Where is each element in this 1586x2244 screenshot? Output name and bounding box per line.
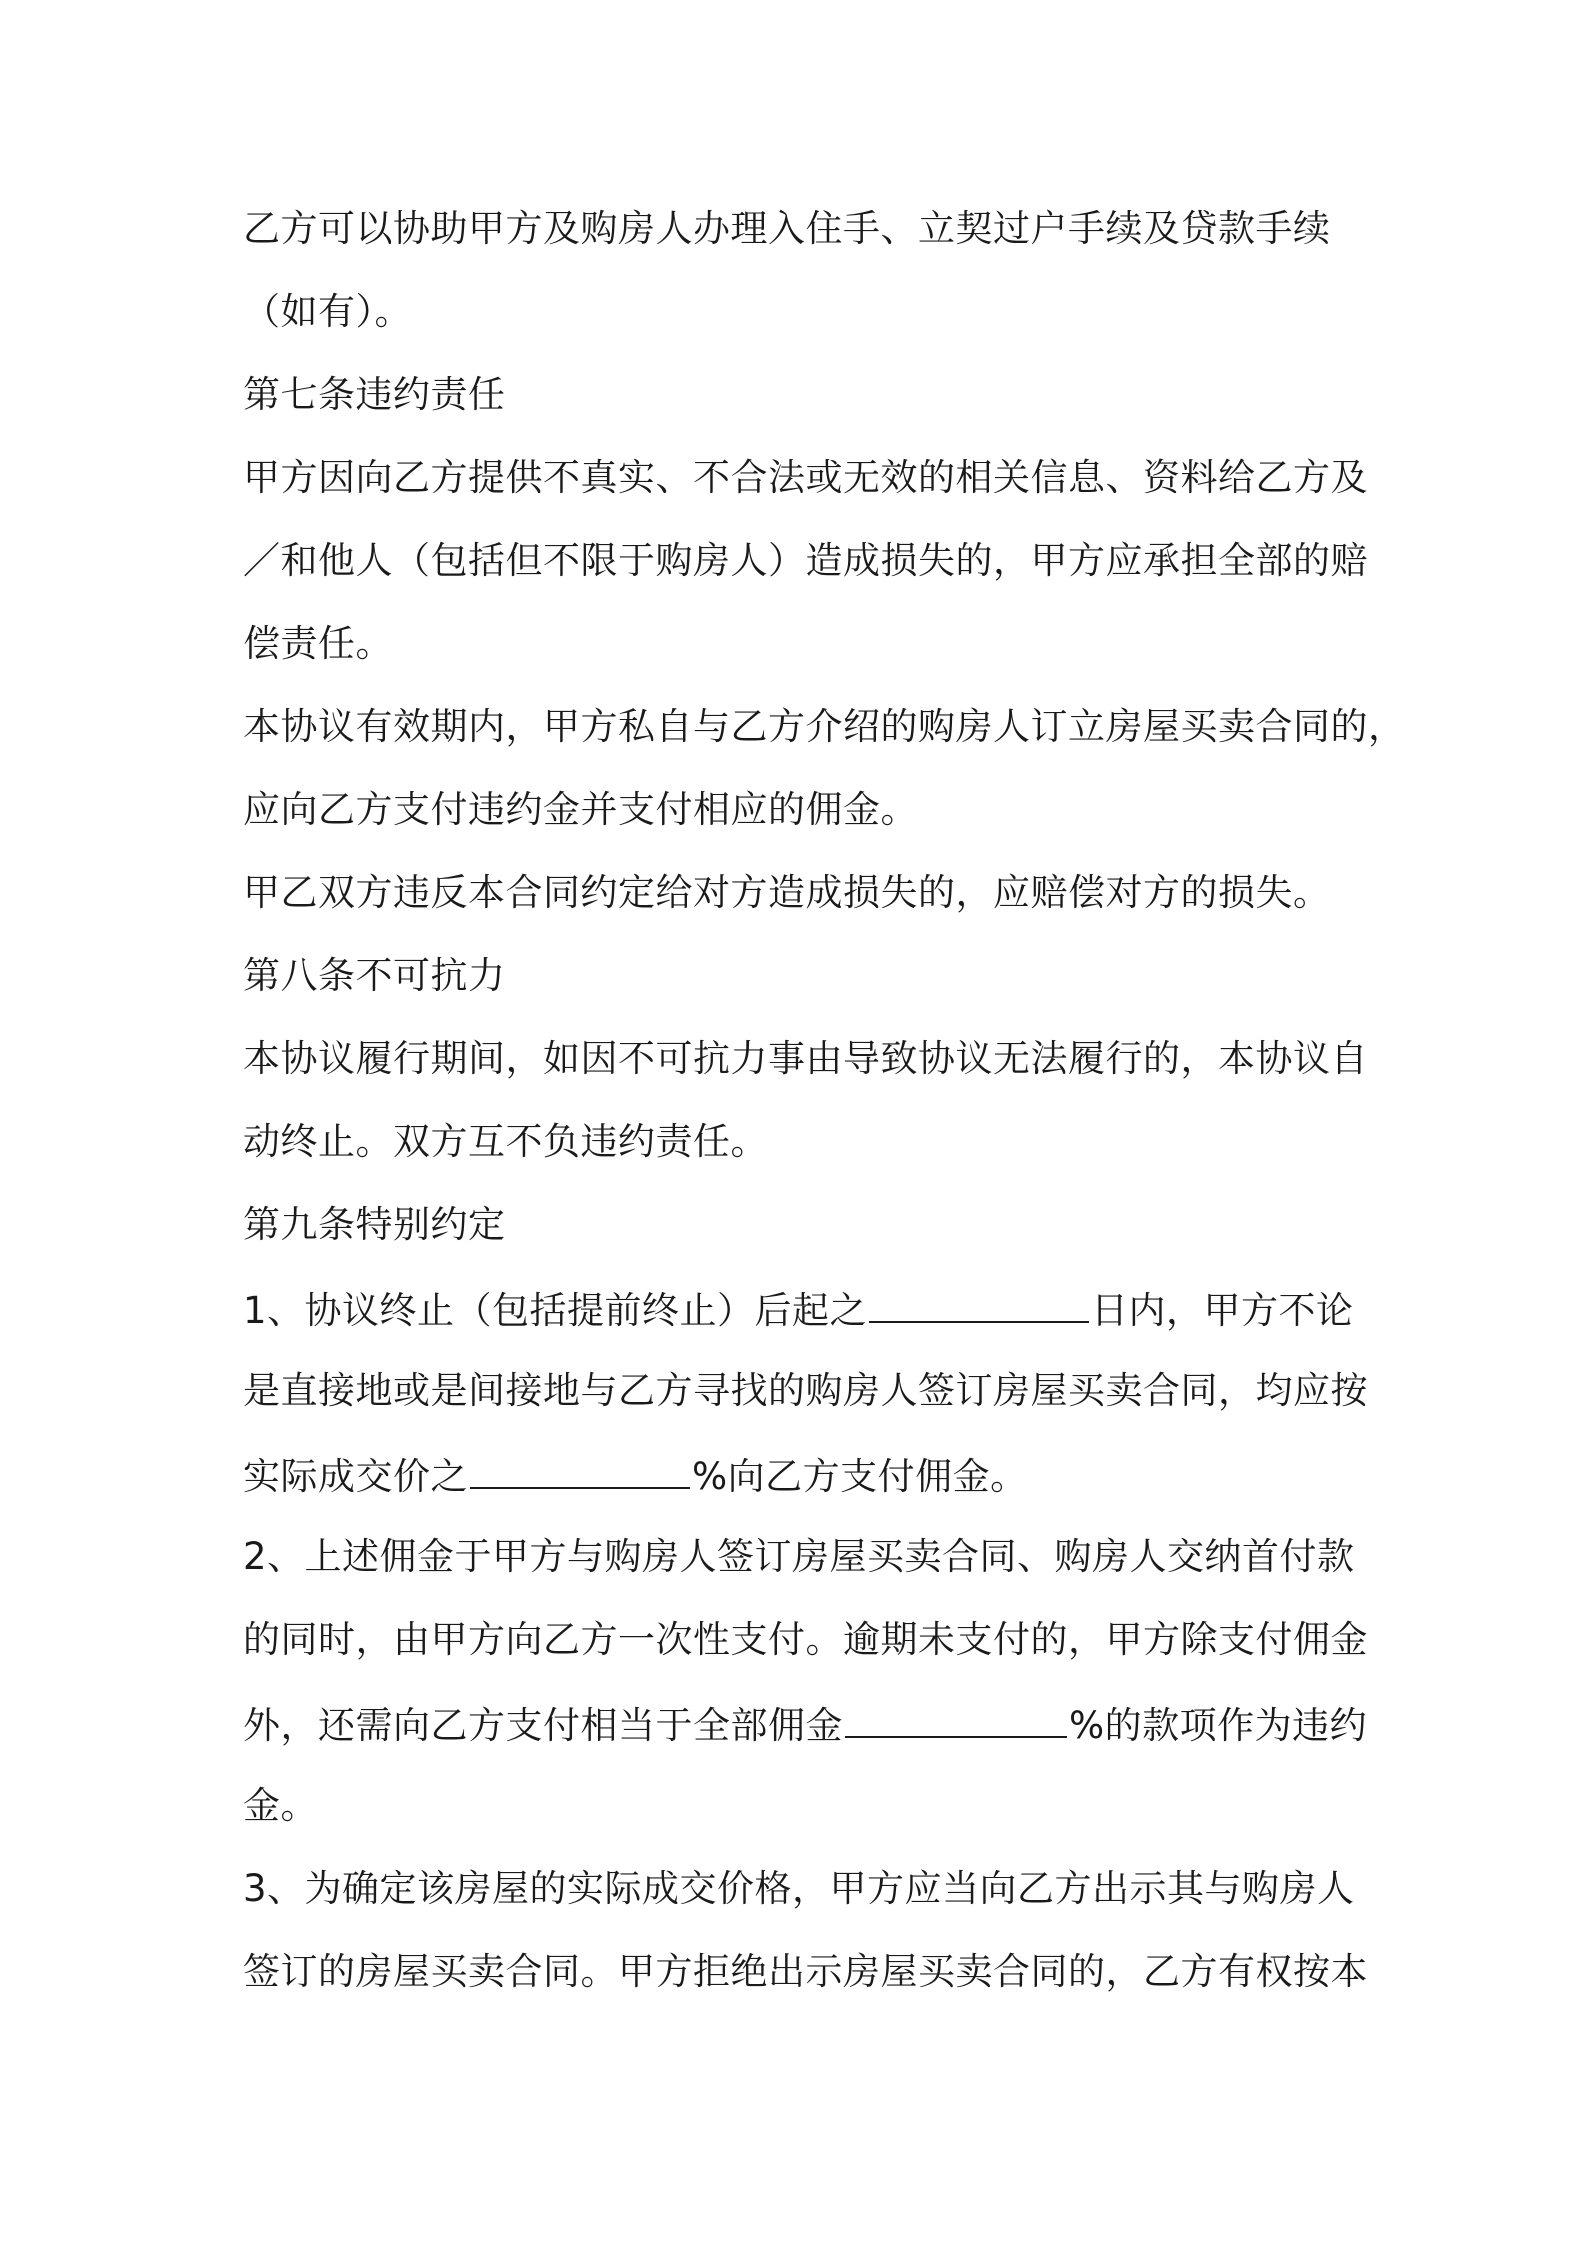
paragraph-line: 甲方因向乙方提供不真实、不合法或无效的相关信息、资料给乙方及	[243, 456, 1368, 499]
clause-2-line-1: 2、上述佣金于甲方与购房人签订房屋买卖合同、购房人交纳首付款	[243, 1535, 1355, 1578]
paragraph-line: ／和他人（包括但不限于购房人）造成损失的，甲方应承担全部的赔	[243, 539, 1368, 582]
clause-1-line-3	[243, 1449, 1368, 1499]
clause-3-line-1: 3、为确定该房屋的实际成交价格，甲方应当向乙方出示其与购房人	[243, 1867, 1355, 1910]
paragraph-line: 本协议有效期内，甲方私自与乙方介绍的购房人订立房屋买卖合同的，	[243, 705, 1406, 748]
clause-1-line-2: 是直接地或是间接地与乙方寻找的购房人签订房屋买卖合同，均应按	[243, 1369, 1368, 1412]
section-heading: 第九条特别约定	[243, 1203, 506, 1246]
clause-1-text: %向乙方支付佣金。	[692, 1455, 1028, 1498]
paragraph-line: 本协议履行期间，如因不可抗力事由导致协议无法履行的，本协议自	[243, 1037, 1368, 1080]
section-heading: 第七条违约责任	[243, 373, 506, 416]
clause-1-text: 日内，甲方不论	[1091, 1289, 1354, 1332]
clause-2-text: %的款项作为违约	[1069, 1704, 1368, 1747]
paragraph-line: 应向乙方支付违约金并支付相应的佣金。	[243, 788, 918, 831]
clause-3-line-2: 签订的房屋买卖合同。甲方拒绝出示房屋买卖合同的，乙方有权按本	[243, 1950, 1368, 1993]
paragraph-line: 偿责任。	[243, 622, 393, 665]
paragraph-line: 动终止。双方互不负违约责任。	[243, 1120, 768, 1163]
days-blank-field[interactable]	[869, 1283, 1089, 1323]
section-heading: 第八条不可抗力	[243, 954, 506, 997]
clause-1-line-1	[243, 1283, 1368, 1333]
clause-2-text: 外，还需向乙方支付相当于全部佣金	[243, 1704, 843, 1747]
paragraph-line: 乙方可以协助甲方及购房人办理入住手、立契过户手续及贷款手续	[243, 207, 1331, 250]
clause-1-text: 实际成交价之	[243, 1455, 468, 1498]
paragraph-line: （如有）。	[243, 290, 412, 333]
commission-percent-blank-field[interactable]	[470, 1449, 690, 1489]
penalty-percent-blank-field[interactable]	[845, 1698, 1067, 1738]
clause-2-line-2: 的同时，由甲方向乙方一次性支付。逾期未支付的，甲方除支付佣金	[243, 1618, 1368, 1661]
clause-1-text: 1、协议终止（包括提前终止）后起之	[243, 1289, 868, 1332]
clause-2-line-4: 金。	[243, 1784, 318, 1827]
clause-2-line-3	[243, 1698, 1368, 1748]
paragraph-line: 甲乙双方违反本合同约定给对方造成损失的，应赔偿对方的损失。	[243, 871, 1331, 914]
